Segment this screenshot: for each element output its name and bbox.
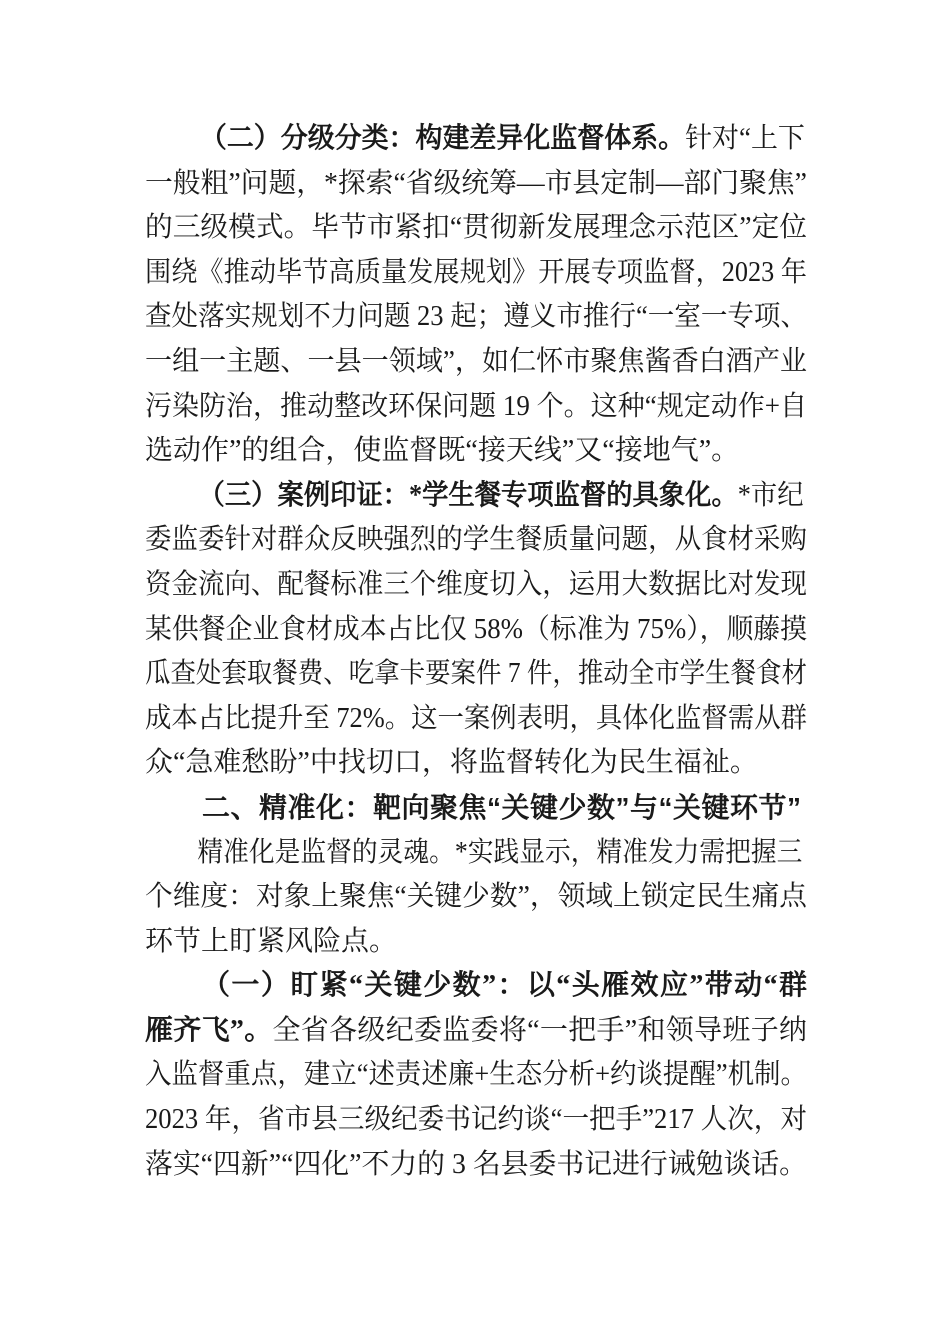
text-line [145, 964, 807, 1009]
text-segment: *市纪 [737, 479, 804, 511]
text-line [145, 474, 804, 519]
text-segment: 落实“四新”“四化”不力的 3 名县委书记进行诫勉谈话。 [145, 1148, 807, 1180]
text-line [145, 295, 807, 340]
document-content [145, 117, 807, 1187]
text-line [145, 206, 807, 251]
text-line [145, 563, 807, 608]
text-segment: 的三级模式。毕节市紧扣“贯彻新发展理念示范区”定位 [145, 212, 807, 244]
text-segment: 精准化是监督的灵魂。*实践显示，精准发力需把握三 [197, 836, 803, 868]
text-line [145, 251, 807, 296]
text-segment: 2023 年，省市县三级纪委书记约谈“一把手”217 人次，对 [145, 1104, 807, 1136]
text-segment: 雁齐飞”。 [145, 1014, 273, 1046]
text-line [145, 518, 807, 563]
text-segment: 一般粗”问题，*探索“省级统筹—市县定制—部门聚焦” [145, 167, 807, 199]
text-segment: 环节上盯紧风险点。 [145, 925, 398, 957]
text-segment: 成本占比提升至 72%。这一案例表明，具体化监督需从群 [145, 702, 807, 734]
text-line [145, 340, 807, 385]
text-segment: 二、精准化：靶向聚焦“关键少数”与“关键环节” [202, 791, 802, 823]
text-line [145, 831, 803, 876]
text-segment: 查处落实规划不力问题 23 起；遵义市推行“一室一专项、 [145, 301, 807, 333]
text-line [145, 1098, 807, 1143]
text-segment: 个维度：对象上聚焦“关键少数”，领域上锁定民生痛点 [145, 881, 807, 913]
text-segment: （一）盯紧“关键少数”：以“头雁效应”带动“群 [202, 970, 807, 1002]
text-line [145, 385, 807, 430]
text-segment: 入监督重点，建立“述责述廉+生态分析+约谈提醒”机制。 [145, 1059, 807, 1091]
text-line [145, 1053, 807, 1098]
text-segment: 全省各级纪委监委将“一把手”和领导班子纳 [272, 1014, 807, 1046]
text-segment: 某供餐企业食材成本占比仅 58%（标准为 75%），顺藤摸 [145, 613, 807, 645]
text-line [145, 117, 805, 162]
text-segment: （三）案例印证：*学生餐专项监督的具象化。 [198, 479, 738, 511]
text-line [145, 608, 807, 653]
text-segment: 针对“上下 [685, 123, 805, 154]
text-segment: 瓜查处套取餐费、吃拿卡要案件 7 件，推动全市学生餐食材 [145, 658, 807, 690]
text-segment: 围绕《推动毕节高质量发展规划》开展专项监督，2023 年 [145, 256, 807, 288]
text-line [145, 162, 807, 207]
text-line [145, 1009, 807, 1054]
text-line [145, 652, 807, 697]
section-heading [145, 786, 807, 831]
text-line [145, 875, 807, 920]
text-segment: 委监委针对群众反映强烈的学生餐质量问题，从食材采购 [145, 524, 807, 556]
text-segment: 污染防治，推动整改环保问题 19 个。这种“规定动作+自 [145, 390, 807, 422]
text-line [145, 1143, 807, 1188]
text-segment: 选动作”的组合，使监督既“接天线”又“接地气”。 [145, 435, 740, 467]
text-segment: 众“急难愁盼”中找切口，将监督转化为民生福祉。 [145, 747, 758, 779]
text-segment: （二）分级分类：构建差异化监督体系。 [199, 123, 686, 154]
text-line [145, 920, 807, 965]
text-line [145, 697, 807, 742]
text-line [145, 741, 807, 786]
text-segment: 资金流向、配餐标准三个维度切入，运用大数据比对发现 [145, 568, 807, 600]
text-line [145, 429, 807, 474]
text-segment: 一组一主题、一县一领域”，如仁怀市聚焦酱香白酒产业 [145, 345, 807, 377]
